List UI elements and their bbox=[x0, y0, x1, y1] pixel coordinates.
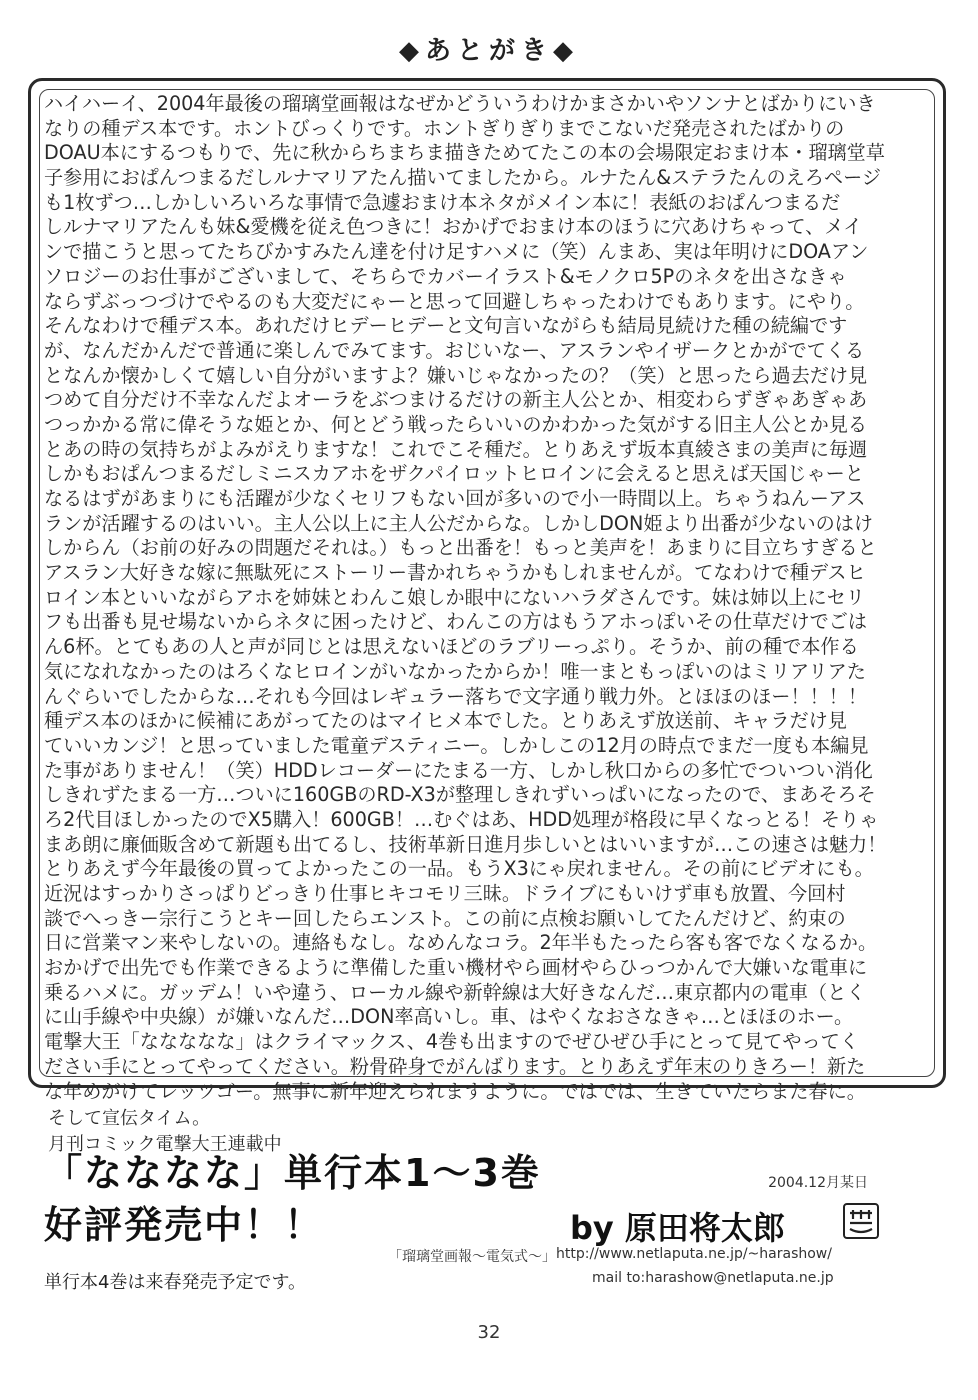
text-line: ロイン本といいながらアホを姉妹とわんこ娘しか眼中にないハラダさんです。妹は姉以上にセリ bbox=[44, 585, 865, 609]
text-line: つめて自分だけ不幸なんだよオーラをぶつまけるだけの新主人公とか、相変わらずぎゃあぎゃあ bbox=[44, 388, 868, 412]
text-line: 乗るハメに。ガッデム！いや違う、ローカル線や新幹線は大好きなんだ…東京都内の電車（とく bbox=[44, 980, 866, 1004]
text-line: ださい手にとってやってください。粉骨砕身でがんばります。とりあえず年末のりきろー！新た bbox=[44, 1054, 866, 1078]
site-url[interactable]: http://www.netlaputa.ne.jp/~harashow/ bbox=[556, 1246, 832, 1262]
text-line: DOAU本にするつもりで、先に秋からちまちま描きためてたこの本の会場限定おまけ本・瑠璃堂草 bbox=[44, 141, 885, 165]
promo-headline-on-sale: 好評発売中！！ bbox=[44, 1203, 325, 1247]
text-line: ならずぶっつづけでやるのも大変だにゃーと思って回避しちゃったわけでもあります。にやり。 bbox=[44, 289, 865, 313]
site-name: 「瑠璃堂画報〜電気式〜」 bbox=[388, 1249, 556, 1265]
text-line: なりの種デス本です。ホントびっくりです。ホントぎりぎりまでこないだ発売されたばかりの bbox=[44, 116, 845, 140]
text-line: に山手線や中央線）が嫌いなんだ…DON率高いし。車、はやくなおさなきゃ…とほほのホー。 bbox=[44, 1005, 854, 1029]
text-line: おかげで出先でも作業できるように準備した重い機材やら画材やらひっつかんで大嫌いな電車に bbox=[44, 956, 868, 980]
text-line: ランが活躍するのはいい。主人公以上に主人公だからな。しかしDON姫より出番が少ないのはけ bbox=[44, 511, 874, 535]
promo-headline-volumes: 「なななな」単行本1〜3巻 bbox=[44, 1151, 541, 1195]
text-line: ていいカンジ！と思っていました電童デスティニー。しかしこの12月の時点でまだ一度も本編見 bbox=[44, 733, 869, 757]
text-line: 気になれなかったのはろくなヒロインがいなかったからか！唯一まともっぽいのはミリアリアた bbox=[44, 659, 866, 683]
promo-intro: そして宣伝タイム。 bbox=[48, 1108, 211, 1129]
text-line: 近況はすっかりさっぱりどっきり仕事ヒキコモリ三昧。ドライブにもいけず車も放置、今回村 bbox=[44, 882, 846, 905]
text-line: 子参用におぱんつまるだしルナマリアたん描いてましたから。ルナたん&ステラたんのえろページ bbox=[44, 166, 881, 190]
text-line: しルナマリアたんも妹&愛機を従え色つきに！おかげでおまけ本のほうに穴あけちゃって、メイ bbox=[44, 215, 863, 239]
text-line: アスラン大好きな嫁に無駄死にストーリー書かれちゃうかもしれませんが。てなわけで種デスヒ bbox=[44, 561, 866, 585]
text-line: ろ2代目ほしかったのでX5購入！600GB！…むぐはあ、HDD処理が格段に早くなっとる！そりゃ bbox=[44, 807, 879, 831]
text-line: しからん（お前の好みの問題だそれは。）もっと出番を！もっと美声を！あまりに目立ちすぎると bbox=[44, 536, 877, 560]
text-line: 日に営業マン来やしないの。連絡もなし。なめんなコラ。2年半もたったら客も客でなくなるか。 bbox=[44, 931, 878, 955]
text-line: た事がありません！（笑）HDDレコーダーにたまる一方、しかし秋口からの多忙でついつい消化 bbox=[44, 758, 873, 782]
release-note: 単行本4巻は来春発売予定です。 bbox=[44, 1272, 307, 1293]
afterword-body bbox=[44, 92, 934, 1104]
text-line: とあの時の気持ちがよみがえりますな！これでこそ種だ。とりあえず坂本真綾さまの美声に毎週 bbox=[44, 437, 868, 461]
text-line: ん6杯。とてもあの人と声が同じとは思えないほどのラブリーっぷり。そうか、前の種で本作る bbox=[44, 635, 859, 659]
text-line: まあ朗に廉価販含めて新題も出てるし、技術革新日進月歩しいとはいいますが…この速さは魅力！ bbox=[44, 832, 887, 856]
text-line: なるはずがあまりにも活躍が少なくセリフもない回が多いので小一時間以上。ちゃうねんーアス bbox=[44, 487, 866, 510]
text-line: 電撃大王「ななななな」はクライマックス、4巻も出ますのでぜひぜひ手にとって見てやってく bbox=[44, 1030, 859, 1054]
text-line: ソロジーのお仕事がございまして、そちらでカバーイラスト&モノクロ5Pのネタを出さなきゃ bbox=[44, 264, 847, 288]
author-seal-stamp bbox=[843, 1203, 879, 1239]
date: 2004.12月某日 bbox=[768, 1175, 868, 1191]
text-line: となんか懐かしくて嬉しい自分がいますよ？嫌いじゃなかったの？（笑）と思ったら過去だけ見 bbox=[44, 363, 868, 387]
promo-magazine: 月刊コミック電撃大王連載中 bbox=[48, 1134, 282, 1155]
text-line: が、なんだかんだで普通に楽しんでみてます。おじいなー、アスランやイザークとかがでてくる bbox=[44, 338, 865, 362]
text-line: んぐらいでしたからな…それも今回はレギュラー落ちで文字通り戦力外。とほほのほー！！！！ bbox=[44, 684, 868, 708]
text-line: ハイハーイ、2004年最後の瑠璃堂画報はなぜかどういうわけかまさかいやソンナとばかりにいき bbox=[44, 92, 876, 115]
text-line: そんなわけで種デス本。あれだけヒデーヒデーと文句言いながらも結局見続けた種の続編です bbox=[44, 314, 848, 338]
text-line: 談でへっきー宗行こうとキー回したらエンスト。この前に点検お願いしてたんだけど、約束の bbox=[44, 906, 846, 930]
page-number: 32 bbox=[477, 1322, 501, 1343]
text-line: ンで描こうと思ってたちびかすみたん達を付け足すハメに（笑）んまあ、実は年明けにDOAアン bbox=[44, 240, 869, 264]
text-line: しきれずたまる一方…ついに160GBのRD-X3が整理しきれずいっぱいになったので、まあそろそ bbox=[44, 783, 876, 807]
afterword-title: ◆あとがき◆ bbox=[399, 36, 579, 66]
text-line: も1枚ずつ…しかしいろいろな事情で急遽おまけ本ネタがメイン本に！表紙のおぱんつまるだ bbox=[44, 190, 841, 214]
text-line: とりあえず今年最後の買ってよかったこの一品。もうX3にゃ戻れません。その前にビデオにも。 bbox=[44, 857, 874, 881]
site-mail[interactable]: mail to:harashow@netlaputa.ne.jp bbox=[592, 1270, 834, 1286]
author-signature: by 原田将太郎 bbox=[570, 1209, 785, 1247]
text-line: 種デス本のほかに候補にあがってたのはマイヒメ本でした。とりあえず放送前、キャラだけ見 bbox=[44, 709, 847, 733]
text-line: フも出番も見せ場ないからネタに困ったけど、わんこの方はもうアホっぽいその仕草だけでごは bbox=[44, 610, 868, 634]
text-line: つっかかる常に偉そうな姫とか、何とどう戦ったらいいのかわかった気がする旧主人公とか見る bbox=[44, 412, 868, 436]
text-line: な年めがけてレッツゴー。無事に新年迎えられますように。ではでは、生きていたらまた春に。 bbox=[44, 1079, 866, 1103]
text-line: しかもおぱんつまるだしミニスカアホをザクパイロットヒロインに会えると思えば天国じゃーと bbox=[44, 462, 864, 486]
